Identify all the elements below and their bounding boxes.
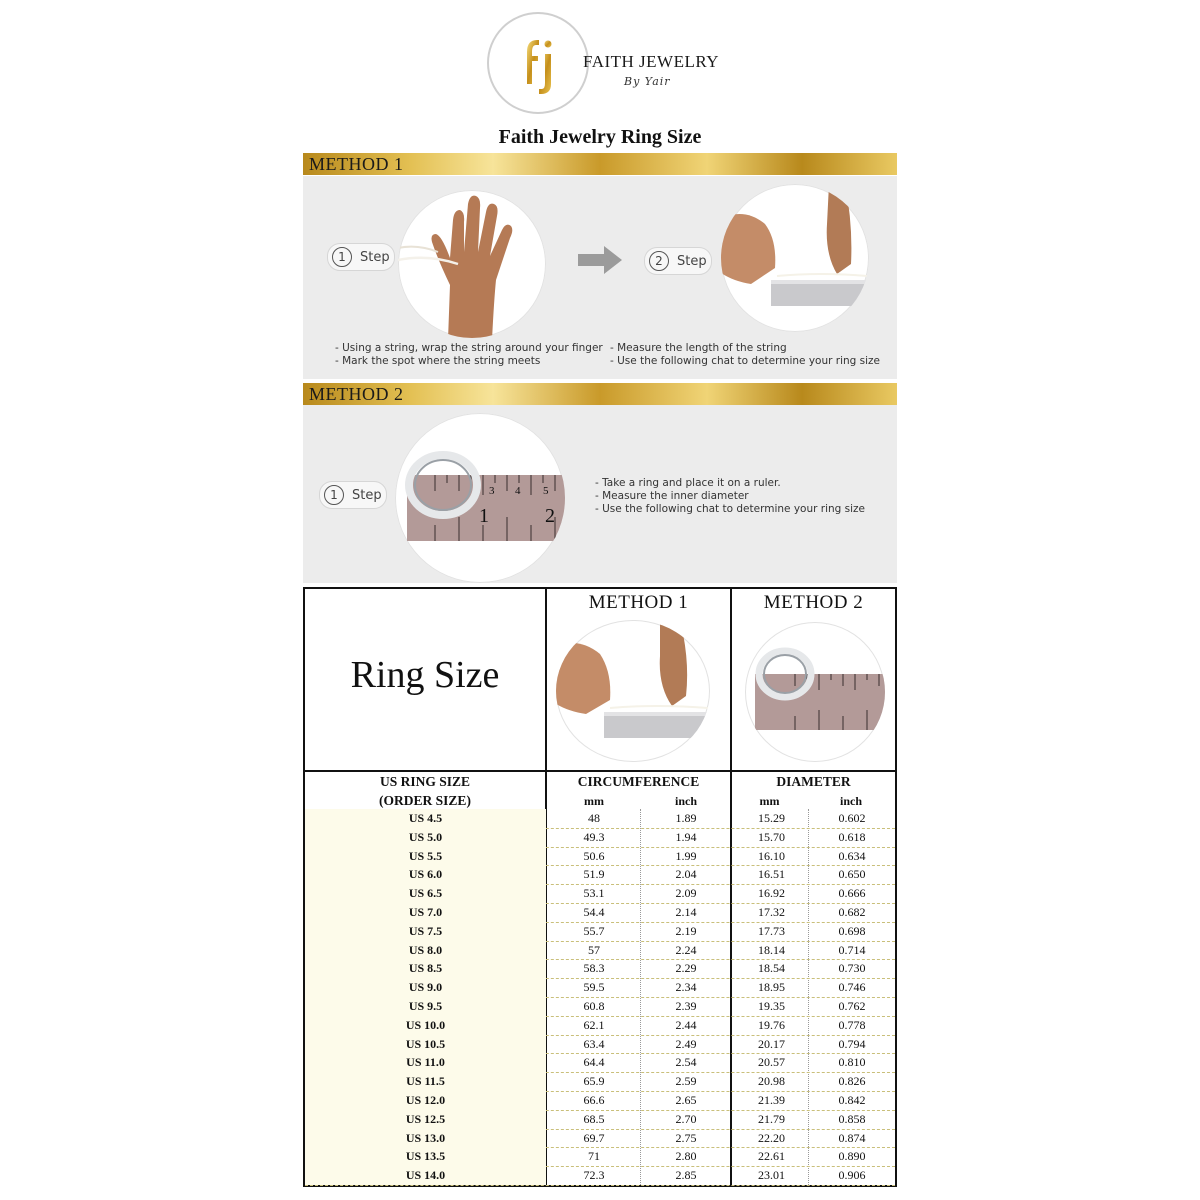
right-arrow-icon bbox=[578, 246, 622, 274]
table-row bbox=[305, 847, 895, 866]
table-row bbox=[305, 941, 895, 960]
hand-with-string-illustration bbox=[398, 190, 546, 338]
size-cell: US 9.5 bbox=[305, 997, 546, 1016]
step1-label: Step bbox=[352, 487, 382, 503]
note-line: - Use the following chat to determine your ring size bbox=[610, 355, 881, 367]
size-cell: US 6.0 bbox=[305, 865, 546, 884]
table-row bbox=[305, 959, 895, 978]
circ-inch-cell: 1.89 bbox=[675, 811, 697, 825]
dia-mm-cell: 16.10 bbox=[758, 848, 785, 863]
circ-mm-cell: 54.4 bbox=[583, 905, 605, 919]
circ-inch-cell: 2.59 bbox=[675, 1074, 697, 1089]
size-cell: US 13.5 bbox=[305, 1147, 546, 1166]
size-cell: US 12.5 bbox=[305, 1110, 546, 1129]
note-line: - Measure the length of the string bbox=[610, 342, 787, 354]
table-row bbox=[305, 828, 895, 847]
size-column-header: US RING SIZE bbox=[379, 774, 471, 789]
size-cell: US 12.0 bbox=[305, 1091, 546, 1110]
circ-inch-cell: 2.24 bbox=[675, 942, 697, 957]
circ-inch-cell: 2.75 bbox=[675, 1130, 697, 1145]
step1-number: 1 bbox=[324, 485, 344, 505]
size-cell: US 4.5 bbox=[305, 809, 546, 828]
table-row bbox=[305, 1147, 895, 1166]
page-title: Faith Jewelry Ring Size bbox=[498, 126, 702, 148]
size-cell: US 13.0 bbox=[305, 1129, 546, 1148]
dia-mm-cell: 21.39 bbox=[758, 1093, 785, 1107]
note-line: - Measure the inner diameter bbox=[595, 490, 749, 502]
circ-inch-cell: 2.29 bbox=[675, 961, 697, 976]
circ-mm-cell: 59.5 bbox=[583, 980, 605, 995]
size-cell: US 5.5 bbox=[305, 847, 546, 866]
method1-banner bbox=[303, 153, 897, 175]
ruler-small-3: 3 bbox=[489, 485, 495, 497]
circ-inch-cell: 2.80 bbox=[675, 1149, 697, 1164]
dia-mm-cell: 17.73 bbox=[758, 923, 785, 938]
brand-logo bbox=[487, 12, 720, 122]
dia-mm-cell: 16.51 bbox=[758, 867, 785, 882]
circ-mm-cell: 53.1 bbox=[583, 886, 605, 901]
circ-inch-cell: 2.34 bbox=[675, 980, 697, 995]
table-row bbox=[305, 1072, 895, 1091]
ring-on-ruler-illustration bbox=[745, 622, 885, 762]
method1-step2-badge bbox=[644, 247, 712, 275]
circ-mm-cell: 64.4 bbox=[583, 1055, 605, 1070]
string-ruler-photo bbox=[721, 184, 869, 332]
dia-inch-header: inch bbox=[839, 794, 862, 808]
dia-inch-cell: 0.762 bbox=[838, 999, 866, 1013]
dia-mm-cell: 18.95 bbox=[758, 980, 785, 995]
dia-mm-cell: 17.32 bbox=[758, 905, 785, 919]
method1-banner-label: METHOD 1 bbox=[309, 154, 404, 174]
table-row bbox=[305, 865, 895, 884]
dia-inch-cell: 0.826 bbox=[838, 1074, 866, 1089]
table-row bbox=[305, 1129, 895, 1148]
size-cell: US 7.0 bbox=[305, 903, 546, 922]
table-row bbox=[305, 1110, 895, 1129]
method1-step1-badge bbox=[327, 243, 395, 271]
dia-mm-cell: 16.92 bbox=[758, 886, 785, 901]
brand-name: FAITH JEWELRY bbox=[583, 52, 720, 71]
dia-mm-cell: 20.17 bbox=[758, 1036, 785, 1051]
circ-inch-cell: 1.99 bbox=[675, 848, 697, 863]
dia-mm-header: mm bbox=[759, 794, 780, 808]
dia-mm-cell: 21.79 bbox=[758, 1111, 785, 1126]
circ-mm-cell: 58.3 bbox=[583, 961, 605, 976]
method1-notes-right bbox=[610, 342, 880, 368]
hand-string-photo bbox=[398, 190, 546, 338]
table-row bbox=[305, 884, 895, 903]
note-line: - Use the following chat to determine your ring size bbox=[595, 503, 866, 515]
method2-banner-label: METHOD 2 bbox=[309, 384, 404, 404]
circ-inch-cell: 2.49 bbox=[675, 1036, 697, 1051]
table-row bbox=[305, 922, 895, 941]
circ-mm-cell: 50.6 bbox=[583, 848, 605, 863]
dia-mm-cell: 19.76 bbox=[758, 1017, 785, 1032]
dia-mm-cell: 20.98 bbox=[758, 1074, 785, 1089]
size-cell: US 5.0 bbox=[305, 828, 546, 847]
size-cell: US 8.0 bbox=[305, 941, 546, 960]
table-row bbox=[305, 997, 895, 1016]
circ-mm-cell: 57 bbox=[588, 942, 600, 957]
method1-column-header: METHOD 1 bbox=[588, 592, 689, 613]
circ-mm-cell: 60.8 bbox=[583, 999, 605, 1013]
table-row bbox=[305, 903, 895, 922]
dia-mm-cell: 18.14 bbox=[758, 942, 785, 957]
circ-mm-cell: 51.9 bbox=[583, 867, 605, 882]
circ-inch-cell: 2.04 bbox=[675, 867, 697, 882]
diameter-header: DIAMETER bbox=[776, 774, 851, 789]
table-row bbox=[305, 1016, 895, 1035]
dia-mm-cell: 15.29 bbox=[758, 811, 785, 825]
size-cell: US 10.0 bbox=[305, 1016, 546, 1035]
table-row bbox=[305, 809, 895, 828]
string-on-ruler-illustration bbox=[721, 184, 869, 332]
method2-step1-badge bbox=[319, 481, 387, 509]
dia-inch-cell: 0.650 bbox=[838, 867, 866, 882]
table-row bbox=[305, 1091, 895, 1110]
string-on-ruler-illustration bbox=[556, 620, 710, 762]
circ-mm-cell: 71 bbox=[588, 1149, 600, 1164]
dia-inch-cell: 0.842 bbox=[838, 1093, 866, 1107]
circ-mm-cell: 49.3 bbox=[583, 829, 605, 844]
dia-inch-cell: 0.730 bbox=[838, 961, 866, 976]
circ-inch-header: inch bbox=[674, 794, 697, 808]
ruler-big-1: 1 bbox=[479, 505, 489, 527]
circ-inch-cell: 1.94 bbox=[675, 829, 697, 844]
dia-mm-cell: 22.20 bbox=[758, 1130, 785, 1145]
method2-banner bbox=[303, 383, 897, 405]
dia-inch-cell: 0.906 bbox=[838, 1168, 866, 1183]
step2-number: 2 bbox=[649, 251, 669, 271]
method1-table-photo bbox=[556, 620, 710, 762]
size-cell: US 14.0 bbox=[305, 1166, 546, 1185]
circ-inch-cell: 2.54 bbox=[675, 1055, 697, 1070]
method1-notes-left bbox=[335, 342, 603, 368]
table-row bbox=[305, 1035, 895, 1054]
ruler-big-2: 2 bbox=[545, 505, 555, 527]
ring-size-title: Ring Size bbox=[350, 654, 500, 696]
step1-label: Step bbox=[360, 249, 390, 265]
ring-on-ruler-illustration bbox=[395, 413, 565, 583]
dia-inch-cell: 0.666 bbox=[838, 886, 866, 901]
ring-ruler-photo bbox=[395, 413, 565, 583]
dia-mm-cell: 19.35 bbox=[758, 999, 785, 1013]
table-divider bbox=[303, 770, 897, 772]
circ-inch-cell: 2.39 bbox=[675, 999, 697, 1013]
method2-column-header: METHOD 2 bbox=[763, 592, 864, 613]
table-row bbox=[305, 1053, 895, 1072]
dia-mm-cell: 18.54 bbox=[758, 961, 785, 976]
circ-inch-cell: 2.85 bbox=[675, 1168, 697, 1183]
step2-label: Step bbox=[677, 253, 707, 269]
size-cell: US 8.5 bbox=[305, 959, 546, 978]
note-line: - Using a string, wrap the string around your finger bbox=[335, 342, 603, 354]
note-line: - Take a ring and place it on a ruler. bbox=[595, 477, 781, 489]
dia-inch-cell: 0.618 bbox=[838, 829, 866, 844]
dia-inch-cell: 0.634 bbox=[838, 848, 866, 863]
circumference-header: CIRCUMFERENCE bbox=[577, 774, 700, 789]
dia-inch-cell: 0.714 bbox=[838, 942, 866, 957]
dia-mm-cell: 20.57 bbox=[758, 1055, 785, 1070]
table-row bbox=[305, 978, 895, 997]
method1-panel bbox=[303, 176, 897, 379]
circ-mm-cell: 48 bbox=[588, 811, 600, 825]
ruler-small-5: 5 bbox=[543, 485, 549, 497]
dia-inch-cell: 0.858 bbox=[838, 1111, 866, 1126]
circ-inch-cell: 2.14 bbox=[675, 905, 697, 919]
size-cell: US 7.5 bbox=[305, 922, 546, 941]
size-cell: US 9.0 bbox=[305, 978, 546, 997]
note-line: - Mark the spot where the string meets bbox=[335, 355, 541, 367]
dia-inch-cell: 0.794 bbox=[838, 1036, 866, 1051]
size-column-subheader: (ORDER SIZE) bbox=[379, 793, 471, 808]
circ-inch-cell: 2.65 bbox=[675, 1093, 697, 1107]
method2-table-photo bbox=[745, 622, 885, 762]
circ-inch-cell: 2.09 bbox=[675, 886, 697, 901]
table-row bbox=[305, 1166, 895, 1185]
dia-mm-cell: 22.61 bbox=[758, 1149, 785, 1164]
row-separator bbox=[305, 1185, 895, 1186]
circ-mm-cell: 72.3 bbox=[583, 1168, 605, 1183]
step1-number: 1 bbox=[332, 247, 352, 267]
circ-mm-cell: 62.1 bbox=[583, 1017, 605, 1032]
circ-inch-cell: 2.19 bbox=[675, 923, 697, 938]
circ-mm-cell: 55.7 bbox=[583, 923, 605, 938]
circ-mm-cell: 66.6 bbox=[583, 1093, 605, 1107]
dia-mm-cell: 23.01 bbox=[758, 1168, 785, 1183]
size-cell: US 11.5 bbox=[305, 1072, 546, 1091]
dia-inch-cell: 0.682 bbox=[838, 905, 866, 919]
brand-tagline: By Yair bbox=[624, 75, 671, 88]
method2-notes bbox=[595, 477, 865, 516]
circ-mm-cell: 65.9 bbox=[583, 1074, 605, 1089]
size-cell: US 11.0 bbox=[305, 1053, 546, 1072]
circ-inch-cell: 2.44 bbox=[675, 1017, 697, 1032]
dia-inch-cell: 0.874 bbox=[838, 1130, 866, 1145]
dia-inch-cell: 0.698 bbox=[838, 923, 866, 938]
circ-mm-cell: 68.5 bbox=[583, 1111, 605, 1126]
dia-mm-cell: 15.70 bbox=[758, 829, 785, 844]
fj-monogram-logo bbox=[505, 26, 575, 96]
dia-inch-cell: 0.810 bbox=[838, 1055, 866, 1070]
size-cell: US 6.5 bbox=[305, 884, 546, 903]
dia-inch-cell: 0.890 bbox=[838, 1149, 866, 1164]
dia-inch-cell: 0.746 bbox=[838, 980, 866, 995]
size-cell: US 10.5 bbox=[305, 1035, 546, 1054]
circ-mm-header: mm bbox=[584, 794, 604, 808]
ruler-small-4: 4 bbox=[515, 485, 521, 497]
circ-mm-cell: 69.7 bbox=[583, 1130, 605, 1145]
dia-inch-cell: 0.602 bbox=[838, 811, 866, 825]
circ-mm-cell: 63.4 bbox=[583, 1036, 605, 1051]
method2-panel bbox=[303, 405, 897, 583]
dia-inch-cell: 0.778 bbox=[838, 1017, 866, 1032]
circ-inch-cell: 2.70 bbox=[675, 1111, 697, 1126]
